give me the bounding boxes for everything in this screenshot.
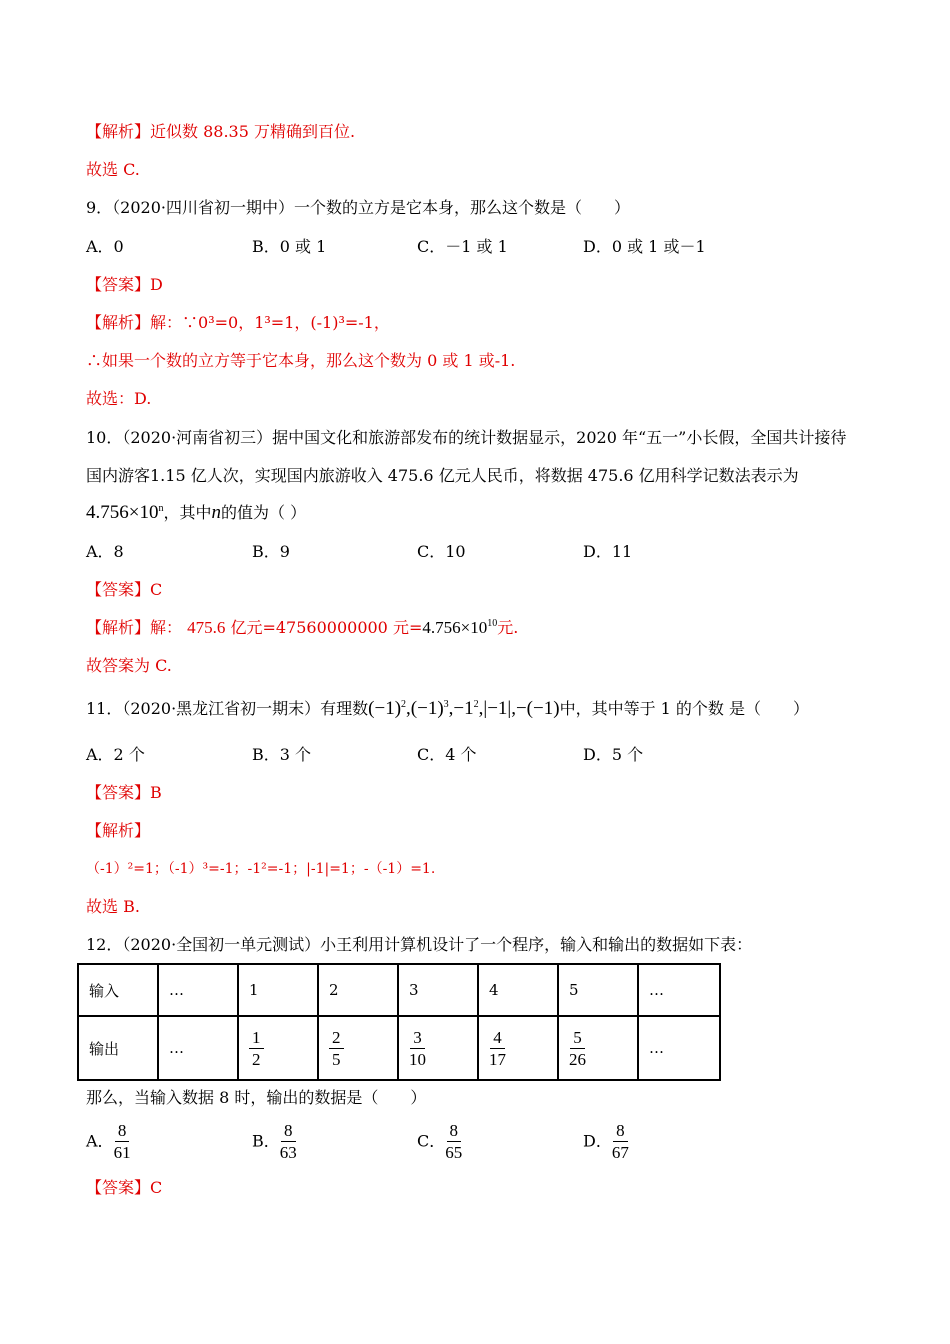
- q12-question: 那么，当输入数据 8 时，输出的数据是（ ）: [86, 1088, 427, 1107]
- q12-answer: 【答案】C: [86, 1178, 163, 1197]
- q11-analysis-tag: 【解析】: [86, 821, 151, 840]
- q10-conclusion: 故答案为 C.: [86, 656, 172, 675]
- q8-conclusion: 故选 C.: [86, 160, 140, 179]
- q11-option-a: A．2 个: [86, 745, 145, 764]
- q12-option-a: A． $\frac{8}{61}$: [86, 1121, 131, 1162]
- table-cell: [238, 1016, 318, 1080]
- q10-option-a: A．8: [86, 542, 124, 561]
- q11-option-d: D．5 个: [583, 745, 644, 764]
- io-table: [77, 963, 721, 1081]
- q9-analysis-line2: ∴如果一个数的立方等于它本身，那么这个数为 0 或 1 或-1.: [86, 351, 516, 370]
- q9-option-a: A．0: [86, 237, 124, 256]
- q11-option-c: C．4 个: [417, 745, 477, 764]
- table-cell: 3: [398, 964, 478, 1016]
- q10-option-d: D．11: [583, 542, 633, 561]
- q9-option-d: D．0 或 1 或－1: [583, 237, 706, 256]
- fraction: $\frac{5}{26}$: [569, 1027, 586, 1069]
- q11-conclusion: 故选 B.: [86, 897, 140, 916]
- table-cell: 输出: [78, 1016, 158, 1080]
- q10-option-b: B．9: [252, 542, 290, 561]
- table-cell: …: [158, 1016, 238, 1080]
- q9-conclusion: 故选：D.: [86, 389, 152, 408]
- q10-option-c: C．10: [417, 542, 466, 561]
- table-cell: 1: [238, 964, 318, 1016]
- q12-option-b: B． $\frac{8}{63}$: [252, 1121, 297, 1162]
- table-cell: …: [638, 1016, 720, 1080]
- table-row-output: [78, 1016, 720, 1080]
- q10-stem-line3: $4.756\times 10^n$，其中n的值为（ ）: [86, 502, 307, 523]
- table-cell: …: [638, 964, 720, 1016]
- q9-stem: 9．（2020·四川省初一期中）一个数的立方是它本身，那么这个数是（ ）: [86, 198, 630, 217]
- q12-option-c: C． $\frac{8}{65}$: [417, 1121, 463, 1162]
- table-cell: …: [158, 964, 238, 1016]
- q12-stem: 12．（2020·全国初一单元测试）小王利用计算机设计了一个程序，输入和输出的数据如下表：: [86, 935, 753, 954]
- q10-expr: $4.756\times 10^n$: [86, 502, 164, 523]
- q11-answer: 【答案】B: [86, 783, 162, 802]
- q12-option-d: D． $\frac{8}{67}$: [583, 1121, 629, 1162]
- fraction: $\frac{2}{5}$: [329, 1027, 344, 1070]
- q10-stem-line2: 国内游客1.15 亿人次，实现国内旅游收入 475.6 亿元人民币，将数据 475.6 亿用科学记数法表示为: [86, 466, 799, 485]
- q10-answer: 【答案】C: [86, 580, 163, 599]
- q9-analysis: 【解析】解：∵0³=0，1³=1，(-1)³=-1，: [86, 313, 390, 332]
- q9-option-b: B．0 或 1: [252, 237, 327, 256]
- q8-analysis: 【解析】近似数 88.35 万精确到百位.: [86, 122, 356, 141]
- table-cell: [398, 1016, 478, 1080]
- table-cell: 4: [478, 964, 558, 1016]
- q10-analysis: 【解析】解： 475.6 亿元=47560000000 元$=4.756\times 10^{10}$元.: [86, 618, 519, 637]
- q11-math: $(-1)^2,(-1)^3,-1^2,|-1|,-(-1)$: [368, 698, 560, 719]
- table-cell: 2: [318, 964, 398, 1016]
- table-cell: 5: [558, 964, 638, 1016]
- q11-stem: 11．（2020·黑龙江省初一期末）有理数$(-1)^2,(-1)^3,-1^2,|-1|,-(-1)$中，其中等于 1 的个数 是（ ）: [86, 698, 810, 719]
- table-cell: [558, 1016, 638, 1080]
- table-row-input: [78, 964, 720, 1016]
- q11-analysis: （-1）²=1；（-1）³=-1；-1²=-1；|-1|=1；-（-1）=1.: [86, 861, 436, 877]
- q9-answer: 【答案】D: [86, 275, 163, 294]
- table-cell: [318, 1016, 398, 1080]
- q10-stem-line1: 10．（2020·河南省初三）据中国文化和旅游部发布的统计数据显示，2020 年“五一”小长假，全国共计接待: [86, 428, 847, 447]
- fraction: $\frac{3}{10}$: [409, 1027, 426, 1069]
- q9-option-c: C．－1 或 1: [417, 237, 508, 256]
- table-cell: [478, 1016, 558, 1080]
- fraction: $\frac{4}{17}$: [489, 1027, 506, 1069]
- table-cell: 输入: [78, 964, 158, 1016]
- q11-option-b: B．3 个: [252, 745, 312, 764]
- fraction: $\frac{1}{2}$: [249, 1027, 264, 1070]
